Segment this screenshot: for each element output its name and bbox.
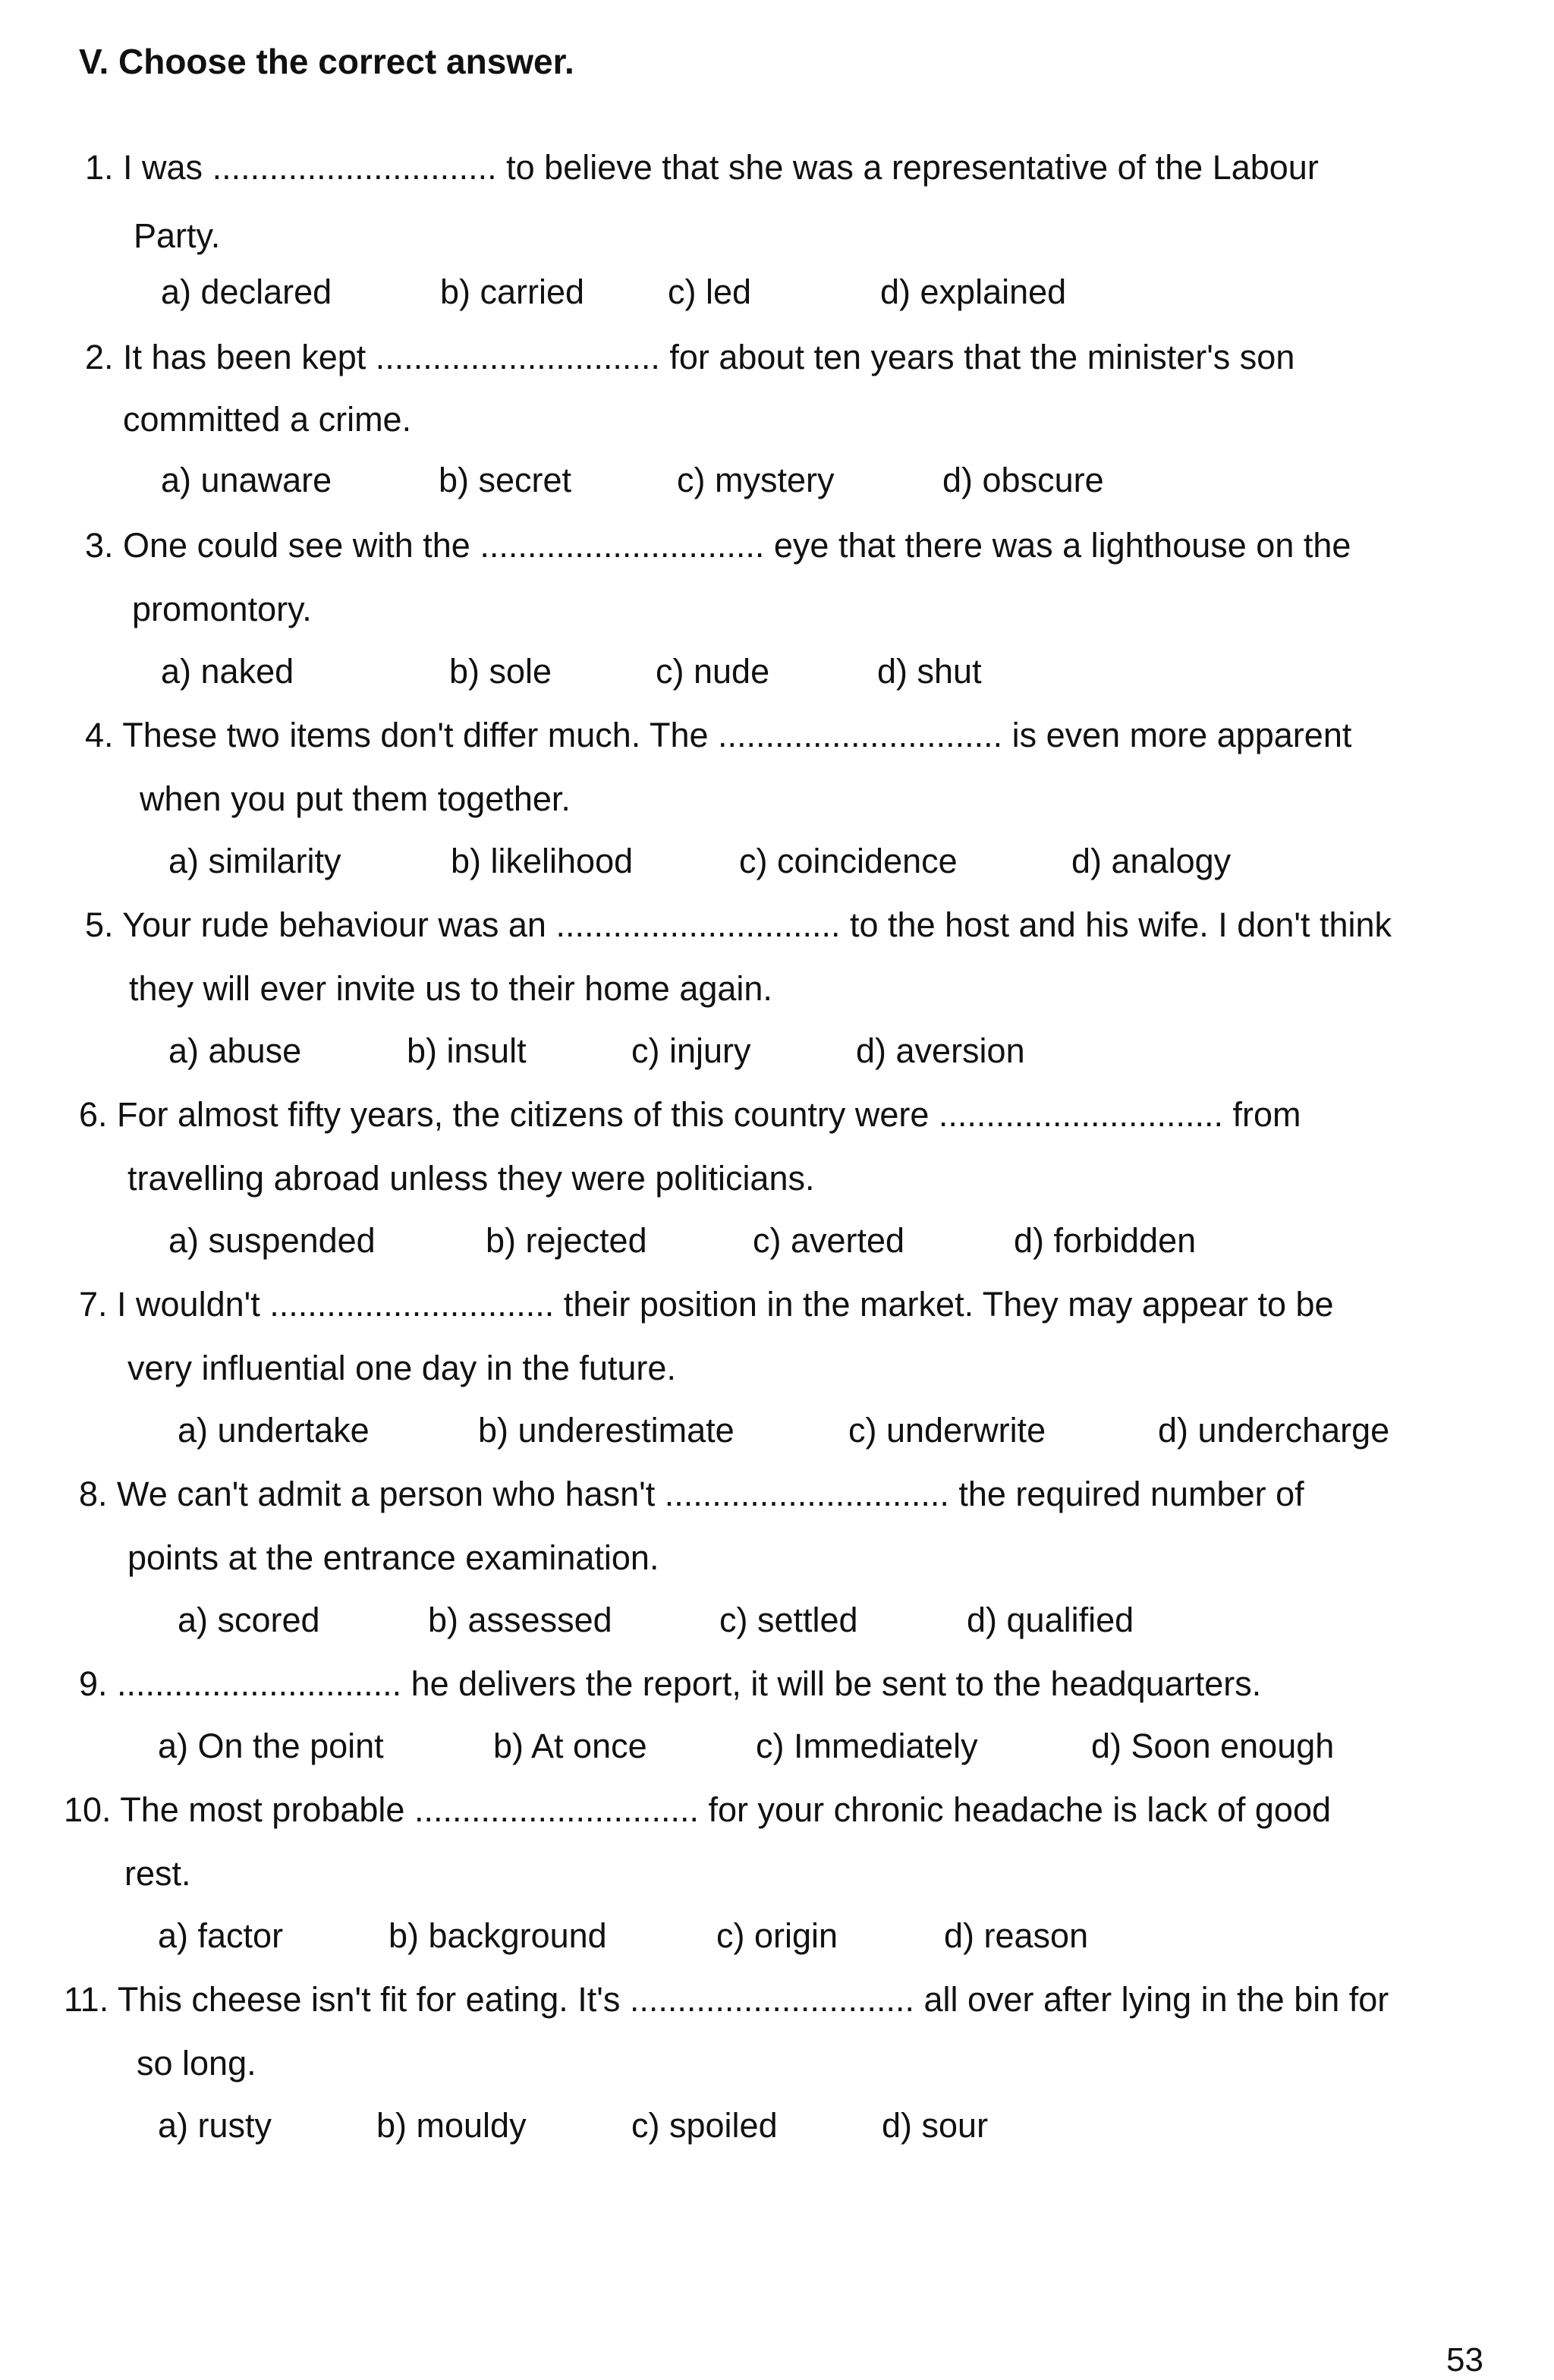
option-a[interactable]: a) scored bbox=[178, 1601, 320, 1639]
question-text-continued: committed a crime. bbox=[123, 400, 412, 439]
page-number: 53 bbox=[1446, 2341, 1483, 2378]
option-c[interactable]: c) origin bbox=[716, 1916, 838, 1955]
question-text: 2. It has been kept .............................. for about ten years that the minister's son bbox=[85, 338, 1295, 376]
option-d[interactable]: d) aversion bbox=[856, 1031, 1025, 1070]
question-text-continued: they will ever invite us to their home again. bbox=[129, 969, 772, 1008]
question-text: 4. These two items don't differ much. The .............................. is even more apparent bbox=[85, 716, 1352, 754]
option-d[interactable]: d) explained bbox=[880, 272, 1067, 311]
question-text: 1. I was .............................. to believe that she was a representative of the Labour bbox=[85, 148, 1319, 187]
question-text-continued: Party. bbox=[134, 216, 221, 255]
question-text: 7. I wouldn't .............................. their position in the market. They may appear to be bbox=[79, 1285, 1334, 1324]
option-b[interactable]: b) sole bbox=[449, 652, 552, 691]
option-a[interactable]: a) abuse bbox=[168, 1031, 302, 1070]
option-d[interactable]: d) obscure bbox=[942, 461, 1104, 499]
option-b[interactable]: b) background bbox=[388, 1916, 607, 1955]
question-text-continued: so long. bbox=[137, 2044, 256, 2082]
option-a[interactable]: a) declared bbox=[161, 272, 332, 311]
option-c[interactable]: c) spoiled bbox=[631, 2106, 778, 2145]
option-b[interactable]: b) rejected bbox=[486, 1221, 647, 1260]
option-b[interactable]: b) secret bbox=[439, 461, 572, 499]
option-b[interactable]: b) assessed bbox=[428, 1601, 612, 1639]
question-text: 5. Your rude behaviour was an .............................. to the host and his wife. I don't think bbox=[85, 905, 1392, 944]
option-d[interactable]: d) Soon enough bbox=[1091, 1727, 1335, 1765]
option-d[interactable]: d) reason bbox=[944, 1916, 1089, 1955]
option-d[interactable]: d) undercharge bbox=[1158, 1411, 1390, 1450]
option-a[interactable]: a) naked bbox=[161, 652, 294, 691]
option-c[interactable]: c) injury bbox=[631, 1031, 751, 1070]
option-d[interactable]: d) qualified bbox=[967, 1601, 1134, 1639]
option-a[interactable]: a) rusty bbox=[158, 2106, 272, 2145]
option-d[interactable]: d) forbidden bbox=[1014, 1221, 1197, 1260]
option-c[interactable]: c) Immediately bbox=[756, 1727, 978, 1765]
option-b[interactable]: b) insult bbox=[407, 1031, 527, 1070]
option-c[interactable]: c) led bbox=[668, 272, 752, 311]
option-d[interactable]: d) analogy bbox=[1071, 842, 1232, 880]
question-text-continued: when you put them together. bbox=[140, 779, 571, 818]
option-c[interactable]: c) averted bbox=[753, 1221, 905, 1260]
question-text: 9. .............................. he delivers the report, it will be sent to the headquarters. bbox=[79, 1664, 1262, 1703]
option-b[interactable]: b) likelihood bbox=[451, 842, 634, 880]
option-d[interactable]: d) shut bbox=[877, 652, 982, 691]
option-a[interactable]: a) suspended bbox=[168, 1221, 376, 1260]
question-text-continued: points at the entrance examination. bbox=[127, 1538, 659, 1577]
option-a[interactable]: a) unaware bbox=[161, 461, 332, 499]
option-c[interactable]: c) coincidence bbox=[739, 842, 958, 880]
question-text-continued: very influential one day in the future. bbox=[127, 1349, 676, 1387]
option-c[interactable]: c) settled bbox=[719, 1601, 858, 1639]
section-title: V. Choose the correct answer. bbox=[79, 42, 574, 81]
option-c[interactable]: c) nude bbox=[656, 652, 770, 691]
question-text-continued: promontory. bbox=[132, 590, 312, 628]
option-c[interactable]: c) underwrite bbox=[848, 1411, 1046, 1450]
question-text: 3. One could see with the .............................. eye that there was a lighthouse on the bbox=[85, 526, 1351, 565]
option-c[interactable]: c) mystery bbox=[677, 461, 835, 499]
option-a[interactable]: a) similarity bbox=[168, 842, 341, 880]
question-text: 6. For almost fifty years, the citizens of this country were .............................. from bbox=[79, 1095, 1301, 1134]
option-b[interactable]: b) At once bbox=[493, 1727, 647, 1765]
question-text-continued: rest. bbox=[124, 1854, 191, 1893]
question-text: 8. We can't admit a person who hasn't .............................. the required number of bbox=[79, 1475, 1304, 1513]
question-text-continued: travelling abroad unless they were politicians. bbox=[127, 1159, 815, 1198]
option-d[interactable]: d) sour bbox=[882, 2106, 989, 2145]
option-b[interactable]: b) mouldy bbox=[376, 2106, 527, 2145]
option-a[interactable]: a) undertake bbox=[178, 1411, 370, 1450]
question-text: 10. The most probable .............................. for your chronic headache is lack of good bbox=[64, 1790, 1332, 1829]
option-b[interactable]: b) carried bbox=[440, 272, 585, 311]
option-a[interactable]: a) factor bbox=[158, 1916, 284, 1955]
option-b[interactable]: b) underestimate bbox=[478, 1411, 735, 1450]
option-a[interactable]: a) On the point bbox=[158, 1727, 384, 1765]
question-text: 11. This cheese isn't fit for eating. It's .............................. all over after lying in the bin for bbox=[64, 1980, 1389, 2019]
